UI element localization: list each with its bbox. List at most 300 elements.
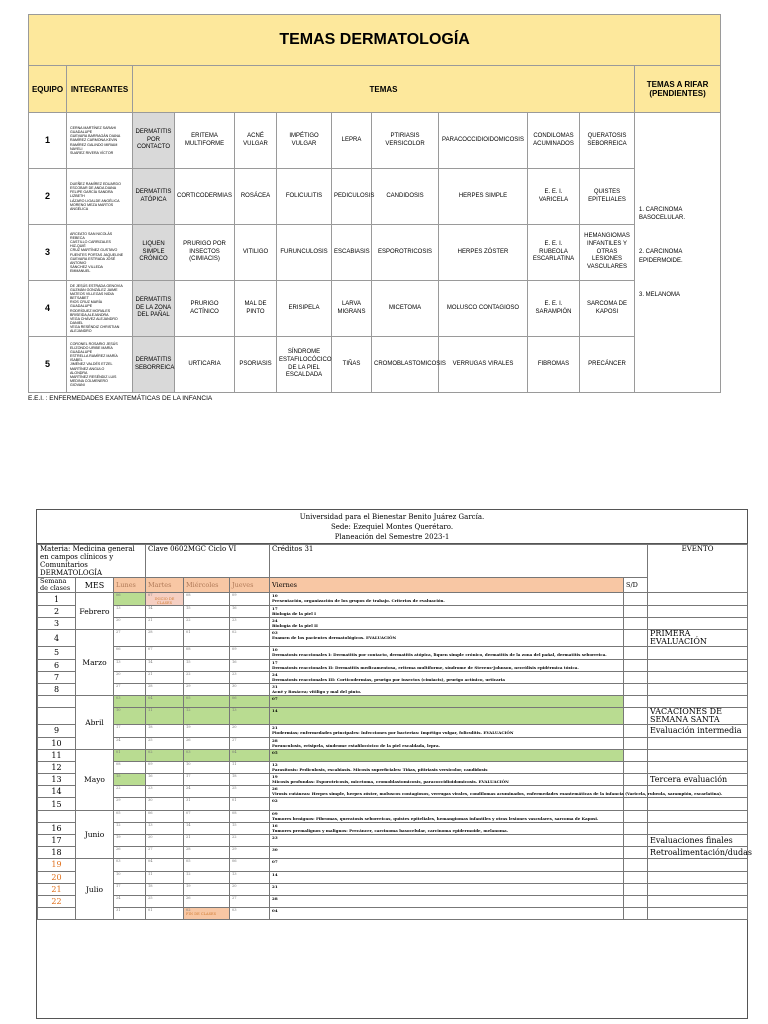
day-number: 07	[186, 810, 191, 815]
day-cell	[230, 749, 270, 761]
day-number: 01	[148, 908, 153, 913]
day-cell	[184, 659, 230, 671]
class-start-note: INICIO DE CLASES	[154, 597, 175, 605]
day-number: 01	[186, 630, 191, 635]
schedule-row	[38, 749, 748, 761]
day-cell	[230, 630, 270, 647]
sd-cell	[624, 606, 648, 618]
schedule-row	[38, 847, 748, 859]
pending-topics	[635, 113, 721, 393]
topic-cell: ACNÉ VULGAR	[235, 113, 277, 169]
topic-cell: MOLUSCO CONTAGIOSO	[439, 281, 528, 337]
schedule-row	[38, 883, 748, 895]
day-cell	[146, 859, 184, 871]
day-number: 15	[186, 659, 191, 664]
event-cell	[648, 671, 748, 683]
schedule-row	[38, 671, 748, 683]
topic-cell: CANDIDOSIS	[372, 169, 439, 225]
topic-cell: PRURIGO POR INSECTOS (CIMIACIS)	[175, 225, 235, 281]
semester-schedule	[36, 509, 752, 1019]
event-cell	[648, 618, 748, 630]
topic-cell: ROSÁCEA	[235, 169, 277, 225]
day-cell	[184, 683, 230, 695]
week-number: 5	[38, 647, 76, 659]
day-cell	[184, 810, 230, 822]
day-number: 19	[186, 883, 191, 888]
day-number: 29	[116, 798, 121, 803]
friday-topic	[270, 606, 624, 618]
day-number: 27	[148, 847, 153, 852]
day-cell	[230, 798, 270, 810]
sd-cell	[624, 883, 648, 895]
schedule-row	[38, 593, 748, 606]
week-number: 16	[38, 822, 76, 834]
creditos-label: Créditos 31	[270, 545, 648, 578]
team-number: 5	[29, 337, 67, 393]
day-number: 03	[232, 908, 237, 913]
friday-topic	[270, 671, 624, 683]
friday-topic	[270, 618, 624, 630]
sd-cell	[624, 871, 648, 883]
day-number: 11	[148, 708, 153, 713]
day-number: 05	[186, 859, 191, 864]
day-cell	[146, 659, 184, 671]
member-name: ALONDRA	[70, 370, 88, 375]
event-cell	[648, 895, 748, 907]
friday-topic	[270, 859, 624, 871]
member-name: FELIPE GARCÍA SANDRA	[70, 190, 113, 195]
sd-cell	[624, 822, 648, 834]
day-number: 17	[116, 883, 121, 888]
schedule-row	[38, 835, 748, 847]
sd-cell	[624, 647, 648, 659]
schedule-row	[38, 774, 748, 786]
topic-cell: VERRUGAS VIRALES	[439, 337, 528, 393]
sd-cell	[624, 859, 648, 871]
day-cell	[184, 822, 230, 834]
event-cell	[648, 737, 748, 749]
team-row	[29, 225, 721, 281]
member-name: BRISEIDA ALEJANDRA	[70, 312, 109, 317]
friday-topic	[270, 593, 624, 606]
topic-cell: MICETOMA	[372, 281, 439, 337]
topic-cell: LARVA MIGRANS	[332, 281, 372, 337]
friday-date: 31	[272, 683, 278, 689]
member-name: REBECA	[70, 236, 85, 240]
topic-cell: PTIRIASIS VERSICOLOR	[372, 113, 439, 169]
day-cell	[146, 737, 184, 749]
day-number: 21	[148, 618, 153, 623]
week-number: 13	[38, 774, 76, 786]
week-number: 4	[38, 630, 76, 647]
member-name: GUADALUPE	[70, 350, 93, 355]
header-pendientes: TEMAS A RIFAR (PENDIENTES)	[635, 66, 721, 113]
day-cell	[114, 908, 146, 920]
day-number: 13	[232, 708, 237, 713]
sd-cell	[624, 810, 648, 822]
friday-date: 21	[272, 883, 278, 889]
schedule-row	[38, 725, 748, 737]
day-cell	[146, 749, 184, 761]
sd-cell	[624, 696, 648, 708]
sd-cell	[624, 835, 648, 847]
sd-cell	[624, 774, 648, 786]
day-number: 06	[232, 859, 237, 864]
member-name: DANIEL	[70, 320, 83, 325]
day-cell	[184, 871, 230, 883]
member-name: CASTILLO CARRIZALES	[70, 240, 111, 245]
topic-description: Tumores premalignos y malignos: Precáncer, carcinoma basocelular, carcinoma epidermoide, melanoma.	[272, 827, 509, 833]
week-number	[38, 696, 76, 708]
event-cell: Evaluación intermedia	[648, 725, 748, 737]
day-cell	[146, 630, 184, 647]
day-cell	[184, 761, 230, 773]
topic-cell: ERITEMA MULTIFORME	[175, 113, 235, 169]
topic-cell: QUISTES EPITELIALES	[580, 169, 635, 225]
day-cell	[146, 847, 184, 859]
day-cell	[230, 725, 270, 737]
day-cell	[146, 883, 184, 895]
day-cell	[114, 883, 146, 895]
friday-date: 14	[272, 708, 278, 714]
friday-date: 28	[272, 895, 278, 901]
schedule-row	[38, 822, 748, 834]
day-cell	[230, 671, 270, 683]
day-cell	[146, 708, 184, 725]
topic-cell: FOLICULITIS	[277, 169, 332, 225]
schedule-header	[37, 510, 747, 544]
member-name: GUEVARA ESTRADA JOSÉ	[70, 256, 116, 261]
day-cell	[114, 708, 146, 725]
member-name: CRUZ MARTÍNEZ GUSTAVO	[70, 248, 118, 253]
topic-cell: IMPÉTIGO VULGAR	[277, 113, 332, 169]
day-number: 21	[186, 835, 191, 839]
sd-cell	[624, 908, 648, 920]
topic-cell: FURUNCULOSIS	[277, 225, 332, 281]
col-miercoles: Miércoles	[184, 578, 230, 593]
day-number: 14	[186, 822, 191, 827]
day-cell	[184, 618, 230, 630]
sd-cell	[624, 618, 648, 630]
header-equipo: EQUIPO	[29, 66, 67, 113]
sd-cell	[624, 895, 648, 907]
member-name: ARCEATO SAN NICOLÁS	[70, 231, 113, 236]
day-number: 25	[148, 737, 153, 742]
day-cell	[184, 708, 230, 725]
day-cell	[184, 908, 230, 920]
day-number: 16	[148, 774, 153, 779]
day-cell	[114, 683, 146, 695]
topic-description: Tumores benignos: Fibromas, queratosis seborreicas, quistes epiteliales, hemangiomas infantiles y otras lesiones vasculares, sarcoma de Kaposi.	[272, 815, 599, 821]
day-number: 07	[148, 647, 153, 652]
topic-cell: LIQUEN SIMPLE CRÓNICO	[133, 225, 175, 281]
day-cell	[114, 761, 146, 773]
day-cell	[114, 606, 146, 618]
member-name: ALEJANDRO	[70, 329, 92, 334]
topic-cell: LEPRA	[332, 113, 372, 169]
member-name: DE JESÚS ESTRADA GENOVIA	[70, 283, 123, 288]
team-members	[67, 169, 133, 225]
topic-cell: TIÑAS	[332, 337, 372, 393]
member-name: EMMANUEL	[70, 269, 91, 273]
day-cell	[114, 618, 146, 630]
schedule-row	[38, 786, 748, 798]
event-cell	[648, 606, 748, 618]
day-number: 09	[232, 647, 237, 652]
day-cell	[230, 618, 270, 630]
day-cell	[146, 593, 184, 606]
day-cell	[184, 737, 230, 749]
day-cell	[146, 871, 184, 883]
event-cell: VACACIONES DE SEMANA SANTA	[648, 708, 748, 725]
week-number: 12	[38, 761, 76, 773]
schedule-row	[38, 696, 748, 708]
sd-cell	[624, 847, 648, 859]
friday-topic	[270, 761, 624, 773]
topic-description: Virosis cutáneas: Herpes simple, herpes zóster, moluscos contagiosos, verrugas virales, condilomas acuminados, enfermedades exantemáticas de la infancia (Varicela, rubeola, sarampión, escarlatina).	[272, 791, 723, 797]
member-name: CERNA MARTÍNEZ SARAHI	[70, 126, 117, 131]
friday-date: 24	[272, 671, 278, 677]
day-number: 20	[148, 835, 153, 839]
team-number: 4	[29, 281, 67, 337]
sd-cell	[624, 798, 648, 810]
friday-topic	[270, 659, 624, 671]
week-number: 18	[38, 847, 76, 859]
day-number: 22	[186, 671, 191, 676]
day-number: 22	[186, 618, 191, 623]
week-number: 17	[38, 835, 76, 847]
day-number: 18	[148, 883, 153, 888]
friday-date: 23	[272, 835, 278, 840]
day-cell	[230, 774, 270, 786]
week-number	[38, 810, 76, 822]
day-number: 29	[186, 683, 191, 688]
day-number: 03	[116, 696, 121, 701]
day-number: 28	[186, 847, 191, 852]
week-number: 9	[38, 725, 76, 737]
day-cell	[230, 883, 270, 895]
event-cell: Evaluaciones finales	[648, 835, 748, 847]
day-cell	[146, 798, 184, 810]
col-martes: Martes	[146, 578, 184, 593]
week-number: 20	[38, 871, 76, 883]
member-name: RIOS CRUZ MARÍA	[70, 300, 103, 305]
day-number: 28	[148, 630, 153, 635]
day-number: 19	[116, 835, 121, 839]
day-number: 16	[232, 606, 237, 610]
schedule-row	[38, 798, 748, 810]
friday-topic	[270, 871, 624, 883]
topic-cell: HERPES SIMPLE	[439, 169, 528, 225]
month-label: Julio	[76, 859, 114, 920]
event-cell	[648, 871, 748, 883]
day-number: 08	[232, 810, 237, 815]
member-name: ISABEL	[70, 358, 83, 363]
topic-description: Biología de la piel II	[272, 623, 318, 629]
day-number: 20	[116, 618, 121, 623]
day-cell	[114, 822, 146, 834]
day-number: 02	[148, 749, 153, 754]
topic-description: Dermatosis reaccionales III: Corticodermias, prurigo por insectos (cimiacis), prurigo actínico, urticaria	[272, 676, 505, 682]
member-name: CORONEL ROSARIO JESÚS	[70, 341, 118, 346]
day-number: 10	[116, 871, 121, 876]
day-cell	[146, 786, 184, 798]
event-cell	[648, 908, 748, 920]
day-cell	[184, 593, 230, 606]
day-cell	[114, 737, 146, 749]
friday-topic	[270, 847, 624, 859]
day-number: 25	[232, 786, 237, 791]
event-cell	[648, 647, 748, 659]
topic-cell: ESCABIASIS	[332, 225, 372, 281]
friday-date: 28	[272, 737, 278, 743]
friday-topic	[270, 810, 624, 822]
schedule-row	[38, 810, 748, 822]
day-cell	[230, 737, 270, 749]
friday-date: 16	[272, 822, 278, 828]
day-number: 23	[232, 671, 237, 676]
day-number: 12	[186, 871, 191, 876]
day-cell	[114, 895, 146, 907]
day-cell	[230, 647, 270, 659]
day-number: 02	[186, 908, 191, 913]
friday-date: 21	[272, 725, 278, 731]
day-cell	[114, 871, 146, 883]
event-cell	[648, 798, 748, 810]
topic-cell: DERMATITIS ATÓPICA	[133, 169, 175, 225]
member-name: FUENTES PORTAS JAQUELINE	[70, 252, 124, 257]
friday-date: 12	[272, 761, 278, 767]
day-cell	[230, 847, 270, 859]
col-sd: S/D	[624, 578, 648, 593]
friday-date: 10	[272, 647, 278, 653]
week-number: 15	[38, 798, 76, 810]
col-lunes: Lunes	[114, 578, 146, 593]
topic-cell: CONDILOMAS ACUMINADOS	[528, 113, 580, 169]
member-name: ANTONIO	[70, 260, 87, 265]
day-cell	[114, 835, 146, 847]
day-cell	[184, 749, 230, 761]
sd-cell	[624, 725, 648, 737]
day-number: 06	[116, 593, 121, 597]
topics-table	[28, 14, 721, 393]
topic-cell: SÍNDROME ESTAFILOCÓCICO DE LA PIEL ESCALDADA	[277, 337, 332, 393]
day-number: 15	[186, 606, 191, 610]
day-cell	[114, 774, 146, 786]
topic-cell: MAL DE PINTO	[235, 281, 277, 337]
topic-description: Acné y Rosácea; vitiligo y mal del pinto.	[272, 688, 362, 694]
team-number: 1	[29, 113, 67, 169]
day-cell	[146, 683, 184, 695]
day-cell	[184, 859, 230, 871]
day-cell	[230, 786, 270, 798]
member-name: JIMÉNEZ VALDÉS ETZEL	[70, 362, 113, 367]
sd-cell	[624, 630, 648, 647]
friday-topic	[270, 786, 723, 798]
sd-cell	[624, 683, 648, 695]
member-name: ELIZONDO URIBE MARÍA	[70, 345, 113, 350]
friday-topic	[270, 774, 624, 786]
friday-date: 26	[272, 786, 278, 792]
day-number: 13	[232, 871, 237, 876]
friday-topic	[270, 683, 624, 695]
friday-topic	[270, 798, 624, 810]
day-number: 20	[232, 883, 237, 888]
friday-date: 05	[272, 749, 278, 755]
friday-date: 14	[272, 871, 278, 877]
day-cell	[230, 859, 270, 871]
week-number: 1	[38, 593, 76, 606]
team-members	[67, 225, 133, 281]
day-cell	[146, 908, 184, 920]
day-cell	[146, 835, 184, 847]
day-number: 12	[186, 708, 191, 713]
day-cell	[146, 725, 184, 737]
schedule-row	[38, 908, 748, 920]
member-name: ESCOBAR DE ANDA DIANA	[70, 186, 117, 191]
day-number: 01	[116, 749, 121, 754]
member-name: MARTÍNEZ ANGULO	[70, 366, 105, 371]
friday-date: 07	[272, 859, 278, 865]
event-cell	[648, 593, 748, 606]
sd-cell	[624, 761, 648, 773]
day-number: 10	[186, 761, 191, 766]
day-cell	[230, 593, 270, 606]
day-number: 27	[232, 895, 237, 900]
friday-date: 04	[272, 908, 278, 914]
member-name: MARTÍNEZ RESÉNDIZ LUIS	[70, 374, 117, 379]
topic-cell: HEMANGIOMAS INFANTILES Y OTRAS LESIONES VASCULARES	[580, 225, 635, 281]
member-name: ANGÉLICA	[70, 206, 89, 211]
day-number: 23	[232, 618, 237, 623]
topic-description: Examen de los pacientes dermatológicos. EVALUACIÓN	[272, 635, 397, 641]
day-number: 21	[148, 671, 153, 676]
day-number: 13	[148, 822, 153, 827]
schedule-row	[38, 618, 748, 630]
topic-cell: ERISIPELA	[277, 281, 332, 337]
day-number: 26	[186, 895, 191, 900]
schedule-row	[38, 737, 748, 749]
day-number: 13	[116, 659, 121, 664]
member-name: VEGA CHÁVEZ ALEJANDRO	[70, 316, 118, 321]
friday-topic	[270, 883, 624, 895]
day-number: 03	[116, 859, 121, 864]
topic-description: Presentación, organización de los grupos de trabajo. Criterios de evaluación.	[272, 598, 445, 603]
friday-date: 24	[272, 618, 278, 624]
day-cell	[146, 647, 184, 659]
day-cell	[114, 847, 146, 859]
day-number: 14	[148, 659, 153, 664]
day-cell	[184, 630, 230, 647]
month-label: Junio	[76, 810, 114, 859]
schedule-row	[38, 859, 748, 871]
event-cell: PRIMERA EVALUACIÓN	[648, 630, 748, 647]
day-number: 30	[148, 798, 153, 803]
day-cell	[114, 798, 146, 810]
topics-title: TEMAS DERMATOLOGÍA	[29, 15, 721, 66]
topic-cell: PSORIASIS	[235, 337, 277, 393]
day-number: 29	[232, 847, 237, 852]
day-number: 06	[232, 696, 237, 701]
campus-name: Sede: Ezequiel Montes Querétaro.	[330, 523, 454, 531]
day-number: 16	[232, 659, 237, 664]
friday-topic	[270, 822, 624, 834]
friday-date: 03	[272, 630, 278, 636]
day-cell	[184, 671, 230, 683]
schedule-table	[37, 544, 752, 920]
header-temas: TEMAS	[133, 66, 635, 113]
topic-description: Dermatosis reaccionales II: Dermatitis medicamentosa, eritema multiforme, síndrome de Stevens-Johnson, necrólisis epidérmica tóxica.	[272, 664, 579, 670]
